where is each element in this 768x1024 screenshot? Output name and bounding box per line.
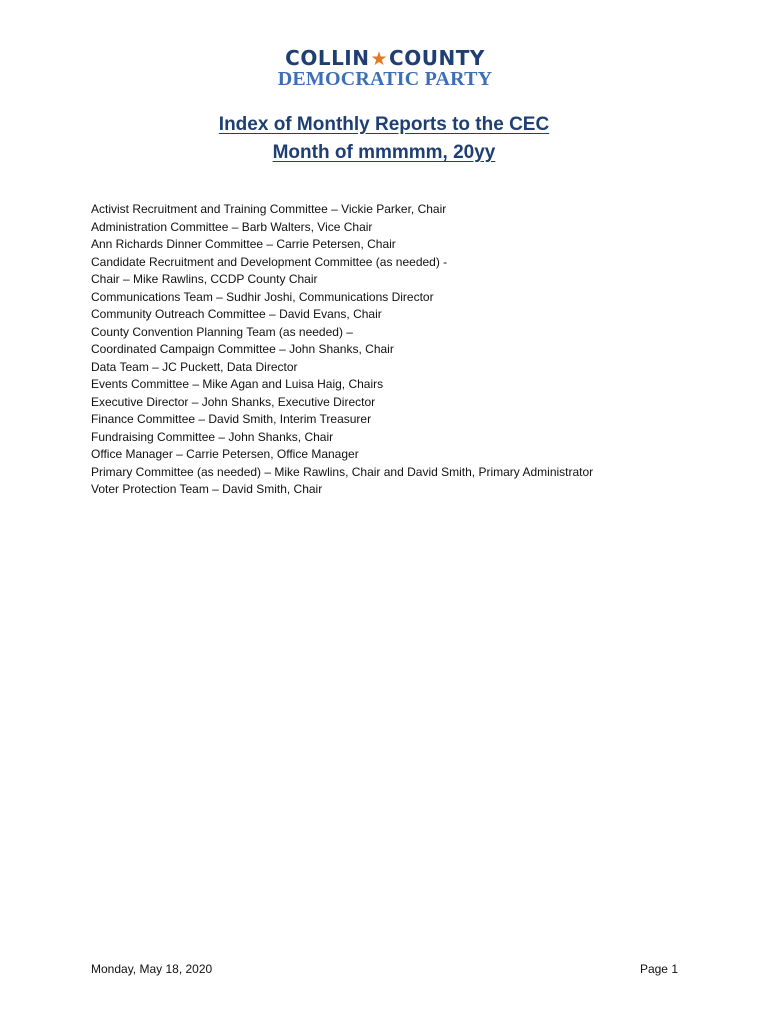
logo-word-collin: COLLIN [285,46,370,70]
list-item: Candidate Recruitment and Development Committee (as needed) - [91,254,448,269]
list-item: Finance Committee – David Smith, Interim Treasurer [91,412,372,426]
list-item: Executive Director – John Shanks, Executive Director [91,394,376,409]
report-index-list [91,201,593,499]
star-icon: ★ [370,48,389,70]
list-item: Events Committee – Mike Agan and Luisa Haig, Chairs [91,377,384,391]
list-item: Fundraising Committee – John Shanks, Chair [91,429,334,444]
party-logo [270,46,500,96]
list-item: Administration Committee – Barb Walters, Vice Chair [91,219,373,234]
list-item: Activist Recruitment and Training Committee – Vickie Parker, Chair [91,202,447,216]
page-number: Page 1 [639,962,678,976]
list-item: Voter Protection Team – David Smith, Chair [91,482,323,496]
logo-wordmark-bottom: DEMOCRATIC PARTY [277,68,493,90]
page-title: Index of Monthly Reports to the CEC [218,114,550,135]
list-item: Coordinated Campaign Committee – John Shanks, Chair [91,342,394,356]
list-item: Data Team – JC Puckett, Data Director [91,359,298,374]
page-subtitle: Month of mmmmm, 20yy [272,142,496,163]
list-item: Chair – Mike Rawlins, CCDP County Chair [91,272,318,286]
logo-word-county: COUNTY [389,46,485,70]
list-item: Community Outreach Committee – David Evans, Chair [91,307,382,321]
list-item: Communications Team – Sudhir Joshi, Communications Director [91,289,434,304]
footer-date: Monday, May 18, 2020 [91,962,213,976]
list-item: Primary Committee (as needed) – Mike Rawlins, Chair and David Smith, Primary Administrator [91,464,594,479]
list-item: Office Manager – Carrie Petersen, Office Manager [91,447,359,461]
list-item: Ann Richards Dinner Committee – Carrie Petersen, Chair [91,237,396,251]
list-item: County Convention Planning Team (as needed) – [91,324,353,339]
